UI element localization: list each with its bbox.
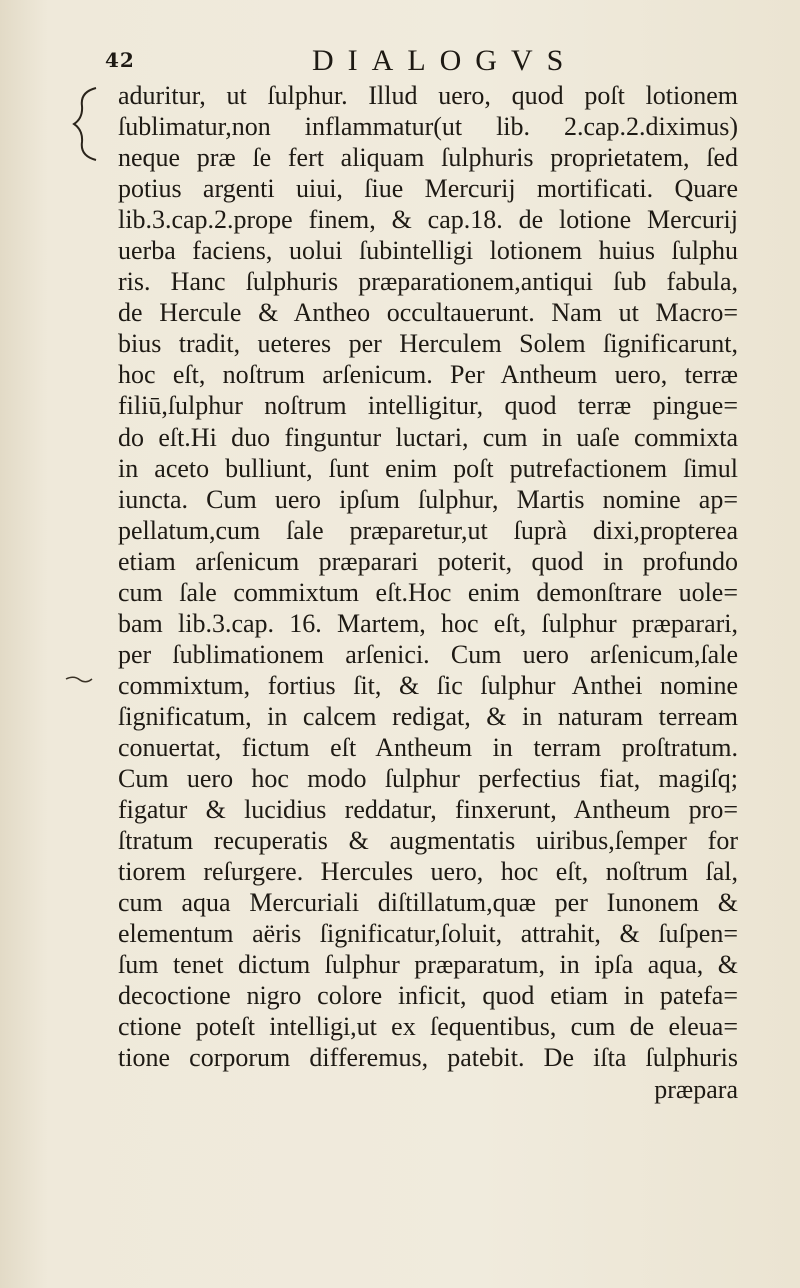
margin-pointer-mark-icon xyxy=(64,673,94,687)
text-line: neque præ ſe fert aliquam ſulphuris proprietatem, ſed xyxy=(118,143,738,173)
text-line: tione corporum differemus, patebit. De iſta ſulphuris xyxy=(118,1043,738,1073)
text-line: præpara xyxy=(654,1074,738,1104)
margin-bracket-icon xyxy=(70,84,100,164)
text-line: lib.3.cap.2.prope finem, & cap.18. de lotione Mercurij xyxy=(118,205,738,235)
text-line: bam lib.3.cap. 16. Martem, hoc eſt, ſulphur præparari, xyxy=(118,608,738,638)
text-line: in aceto bulliunt, ſunt enim poſt putrefactionem ſimul xyxy=(118,453,738,483)
running-title: DIALOGVS xyxy=(312,44,578,77)
text-line: elementum aëris ſignificatur,ſoluit, attrahit, & ſuſpen= xyxy=(118,919,738,949)
text-line: pellatum,cum ſale præparetur,ut ſuprà dixi,propterea xyxy=(118,515,738,545)
text-line: do eſt.Hi duo finguntur luctari, cum in uaſe commixta xyxy=(118,422,738,452)
text-line: ſtratum recuperatis & augmentatis uiribus,ſemper for xyxy=(118,826,738,856)
text-line: iuncta. Cum uero ipſum ſulphur, Martis nomine ap= xyxy=(118,484,738,514)
text-line: cum ſale commixtum eſt.Hoc enim demonſtrare uole= xyxy=(118,577,738,607)
text-line: cum aqua Mercuriali diſtillatum,quæ per Iunonem & xyxy=(118,888,738,918)
text-line: ſum tenet dictum ſulphur præparatum, in ipſa aqua, & xyxy=(118,950,738,980)
text-line: bius tradit, ueteres per Herculem Solem ſignificarunt, xyxy=(118,329,738,359)
page-header xyxy=(0,44,800,84)
text-line: per ſublimationem arſenici. Cum uero arſenicum,ſale xyxy=(118,639,738,669)
text-line: filiū,ſulphur noſtrum intelligitur, quod terræ pingue= xyxy=(118,391,738,421)
text-line: commixtum, fortius ſit, & ſic ſulphur Anthei nomine xyxy=(118,670,738,700)
text-line: uerba faciens, uolui ſubintelligi lotionem huius ſulphu xyxy=(118,236,738,266)
text-line: ris. Hanc ſulphuris præparationem,antiqui ſub fabula, xyxy=(118,267,738,297)
text-line: ctione poteſt intelligi,ut ex ſequentibus, cum de eleua= xyxy=(118,1012,738,1042)
main-text-block xyxy=(118,80,738,1105)
text-line: hoc eſt, noſtrum arſenicum. Per Antheum uero, terræ xyxy=(118,360,738,390)
text-line: etiam arſenicum præparari poterit, quod in profundo xyxy=(118,546,738,576)
text-line: ſublimatur,non inflammatur(ut lib. 2.cap.2.diximus) xyxy=(118,112,738,142)
text-line: decoctione nigro colore inficit, quod etiam in patefa= xyxy=(118,981,738,1011)
text-line: tiorem reſurgere. Hercules uero, hoc eſt, noſtrum ſal, xyxy=(118,857,738,887)
page-number: 42 xyxy=(105,48,135,72)
text-line: ſignificatum, in calcem redigat, & in naturam terream xyxy=(118,701,738,731)
text-line: conuertat, fictum eſt Antheum in terram proſtratum. xyxy=(118,732,738,762)
text-line: Cum uero hoc modo ſulphur perfectius fiat, magiſq; xyxy=(118,764,738,794)
text-line: de Hercule & Antheo occultauerunt. Nam ut Macro= xyxy=(118,298,738,328)
text-line: figatur & lucidius reddatur, finxerunt, Antheum pro= xyxy=(118,795,738,825)
text-line: potius argenti uiui, ſiue Mercurij mortificati. Quare xyxy=(118,174,738,204)
text-line: aduritur, ut ſulphur. Illud uero, quod poſt lotionem xyxy=(118,81,738,110)
